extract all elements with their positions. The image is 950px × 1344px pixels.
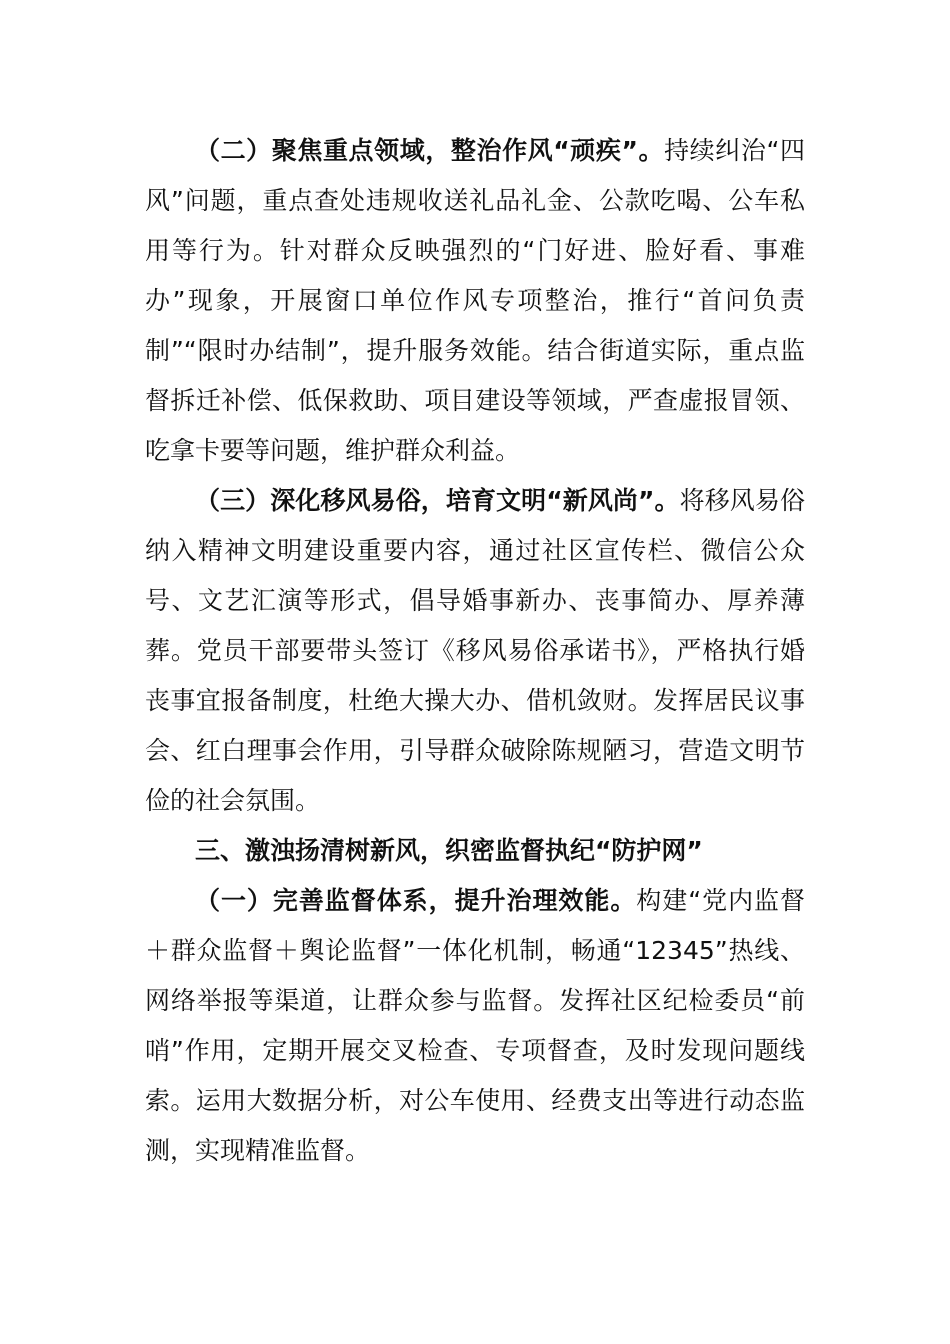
paragraph-supervision-system bbox=[145, 876, 805, 1176]
paragraph-lead: （二）聚焦重点领域，整治作风“顽疾”。 bbox=[195, 136, 665, 165]
paragraph-customs-reform bbox=[145, 476, 805, 826]
paragraph-lead: （三）深化移风易俗，培育文明“新风尚”。 bbox=[195, 486, 680, 515]
section-heading: 三、激浊扬清树新风，织密监督执纪“防护网” bbox=[195, 836, 703, 865]
paragraph-lead: （一）完善监督体系，提升治理效能。 bbox=[195, 886, 637, 915]
paragraph-focus-key-areas bbox=[145, 126, 805, 476]
paragraph-body: 将移风易俗纳入精神文明建设重要内容，通过社区宣传栏、微信公众号、文艺汇演等形式，倡导婚事新办、丧事简办、厚养薄葬。党员干部要带头签订《移风易俗承诺书》，严格执行婚丧事宜报备制度，杜绝大操大办、借机敛财。发挥居民议事会、红白理事会作用，引导群众破除陈规陋习，营造文明节俭的社会氛围。 bbox=[145, 486, 805, 815]
paragraph-body: 构建“党内监督＋群众监督＋舆论监督”一体化机制，畅通“12345”热线、网络举报等渠道，让群众参与监督。发挥社区纪检委员“前哨”作用，定期开展交叉检查、专项督查，及时发现问题线索。运用大数据分析，对公车使用、经费支出等进行动态监测，实现精准监督。 bbox=[145, 886, 805, 1165]
paragraph-body: 持续纠治“四风”问题，重点查处违规收送礼品礼金、公款吃喝、公车私用等行为。针对群众反映强烈的“门好进、脸好看、事难办”现象，开展窗口单位作风专项整治，推行“首问负责制”“限时办结制”，提升服务效能。结合街道实际，重点监督拆迁补偿、低保救助、项目建设等领域，严查虚报冒领、吃拿卡要等问题，维护群众利益。 bbox=[145, 136, 805, 465]
document-body bbox=[145, 126, 805, 1176]
